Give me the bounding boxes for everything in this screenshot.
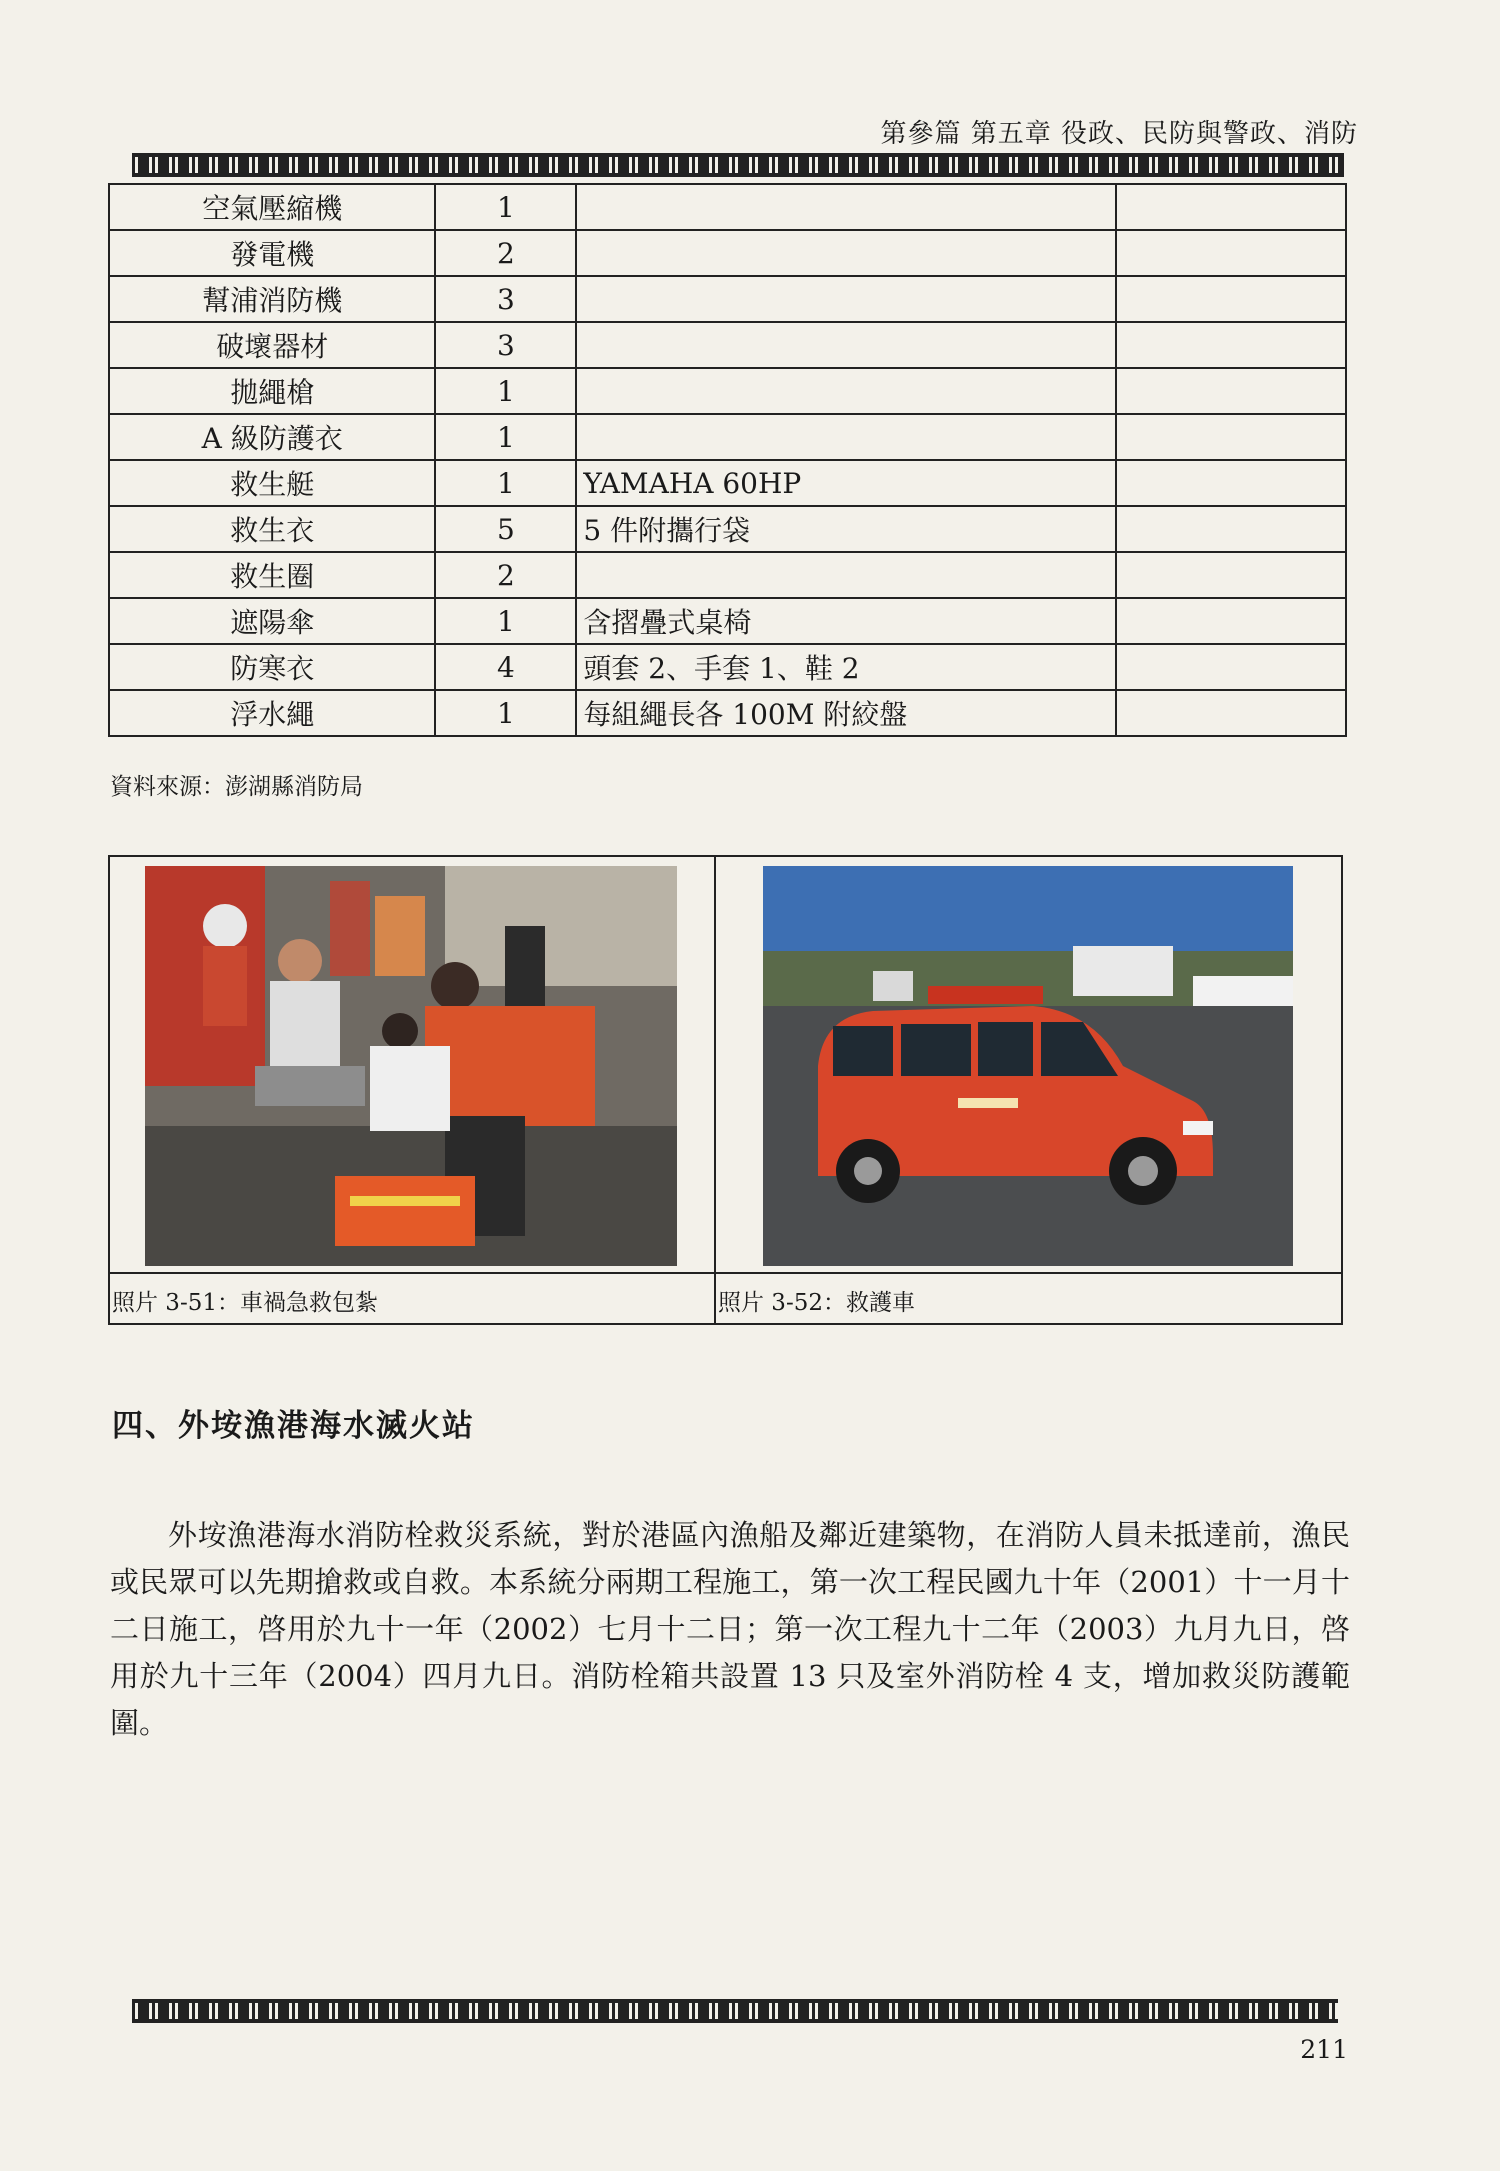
table-row [109, 598, 1346, 644]
table-row [109, 552, 1346, 598]
photo-divider [714, 855, 716, 1325]
equipment-quantity-cell: 3 [435, 276, 576, 322]
table-row [109, 690, 1346, 736]
photo-first-aid [145, 866, 677, 1266]
equipment-name-cell: A 級防護衣 [109, 414, 435, 460]
equipment-extra-cell [1116, 460, 1346, 506]
equipment-extra-cell [1116, 690, 1346, 736]
equipment-name-cell: 發電機 [109, 230, 435, 276]
equipment-quantity-cell: 1 [435, 368, 576, 414]
equipment-quantity-cell: 1 [435, 184, 576, 230]
equipment-note-cell [576, 184, 1116, 230]
equipment-quantity-cell: 1 [435, 598, 576, 644]
equipment-note-cell [576, 414, 1116, 460]
table-row [109, 368, 1346, 414]
equipment-quantity-cell: 5 [435, 506, 576, 552]
photo-ambulance [763, 866, 1293, 1266]
source-note: 資料來源：澎湖縣消防局 [110, 774, 363, 800]
equipment-quantity-cell: 2 [435, 230, 576, 276]
table-row [109, 460, 1346, 506]
equipment-extra-cell [1116, 230, 1346, 276]
section-paragraph: 外垵漁港海水消防栓救災系統，對於港區內漁船及鄰近建築物，在消防人員未抵達前，漁民或民眾可以先期搶救或自救。本系統分兩期工程施工，第一次工程民國九十年（2001）十一月十二日施工，啓用於九十一年（2002）七月十二日；第一次工程九十二年（2003）九月九日，啓用於九十三年（2004）四月九日。消防栓箱共設置 13 只及室外消防栓 4 支，增加救災防護範圍。 [110, 1518, 1350, 1740]
equipment-extra-cell [1116, 552, 1346, 598]
table-row [109, 276, 1346, 322]
equipment-name-cell: 空氣壓縮機 [109, 184, 435, 230]
equipment-name-cell: 救生衣 [109, 506, 435, 552]
equipment-note-cell: 頭套 2、手套 1、鞋 2 [576, 644, 1116, 690]
photo-caption-ambulance: 照片 3-52：救護車 [718, 1290, 915, 1316]
equipment-extra-cell [1116, 184, 1346, 230]
equipment-extra-cell [1116, 598, 1346, 644]
table-row [109, 230, 1346, 276]
equipment-note-cell: 每組繩長各 100M 附絞盤 [576, 690, 1116, 736]
equipment-quantity-cell: 3 [435, 322, 576, 368]
equipment-note-cell [576, 322, 1116, 368]
table-row [109, 506, 1346, 552]
equipment-name-cell: 破壞器材 [109, 322, 435, 368]
equipment-note-cell [576, 276, 1116, 322]
equipment-note-cell: 含摺疊式桌椅 [576, 598, 1116, 644]
equipment-quantity-cell: 1 [435, 460, 576, 506]
equipment-extra-cell [1116, 644, 1346, 690]
photo-caption-first-aid: 照片 3-51：車禍急救包紮 [112, 1290, 378, 1316]
running-header: 第參篇 第五章 役政、民防與警政、消防 [880, 119, 1358, 149]
equipment-extra-cell [1116, 414, 1346, 460]
equipment-note-cell: YAMAHA 60HP [576, 460, 1116, 506]
table-row [109, 322, 1346, 368]
equipment-note-cell: 5 件附攜行袋 [576, 506, 1116, 552]
equipment-name-cell: 救生艇 [109, 460, 435, 506]
equipment-name-cell: 防寒衣 [109, 644, 435, 690]
equipment-name-cell: 幫浦消防機 [109, 276, 435, 322]
equipment-name-cell: 遮陽傘 [109, 598, 435, 644]
equipment-note-cell [576, 552, 1116, 598]
equipment-extra-cell [1116, 322, 1346, 368]
caption-separator [108, 1272, 1343, 1274]
equipment-table [108, 183, 1347, 737]
page-number: 211 [1300, 2035, 1348, 2064]
table-row [109, 644, 1346, 690]
equipment-note-cell [576, 230, 1116, 276]
table-row [109, 184, 1346, 230]
decorative-border-top [132, 153, 1344, 177]
equipment-quantity-cell: 1 [435, 690, 576, 736]
equipment-name-cell: 拋繩槍 [109, 368, 435, 414]
equipment-extra-cell [1116, 276, 1346, 322]
section-heading: 四、外垵漁港海水滅火站 [112, 1408, 475, 1444]
equipment-quantity-cell: 2 [435, 552, 576, 598]
equipment-quantity-cell: 1 [435, 414, 576, 460]
equipment-extra-cell [1116, 506, 1346, 552]
decorative-border-bottom [132, 1999, 1338, 2023]
table-row [109, 414, 1346, 460]
equipment-extra-cell [1116, 368, 1346, 414]
equipment-name-cell: 救生圈 [109, 552, 435, 598]
equipment-note-cell [576, 368, 1116, 414]
equipment-name-cell: 浮水繩 [109, 690, 435, 736]
equipment-quantity-cell: 4 [435, 644, 576, 690]
